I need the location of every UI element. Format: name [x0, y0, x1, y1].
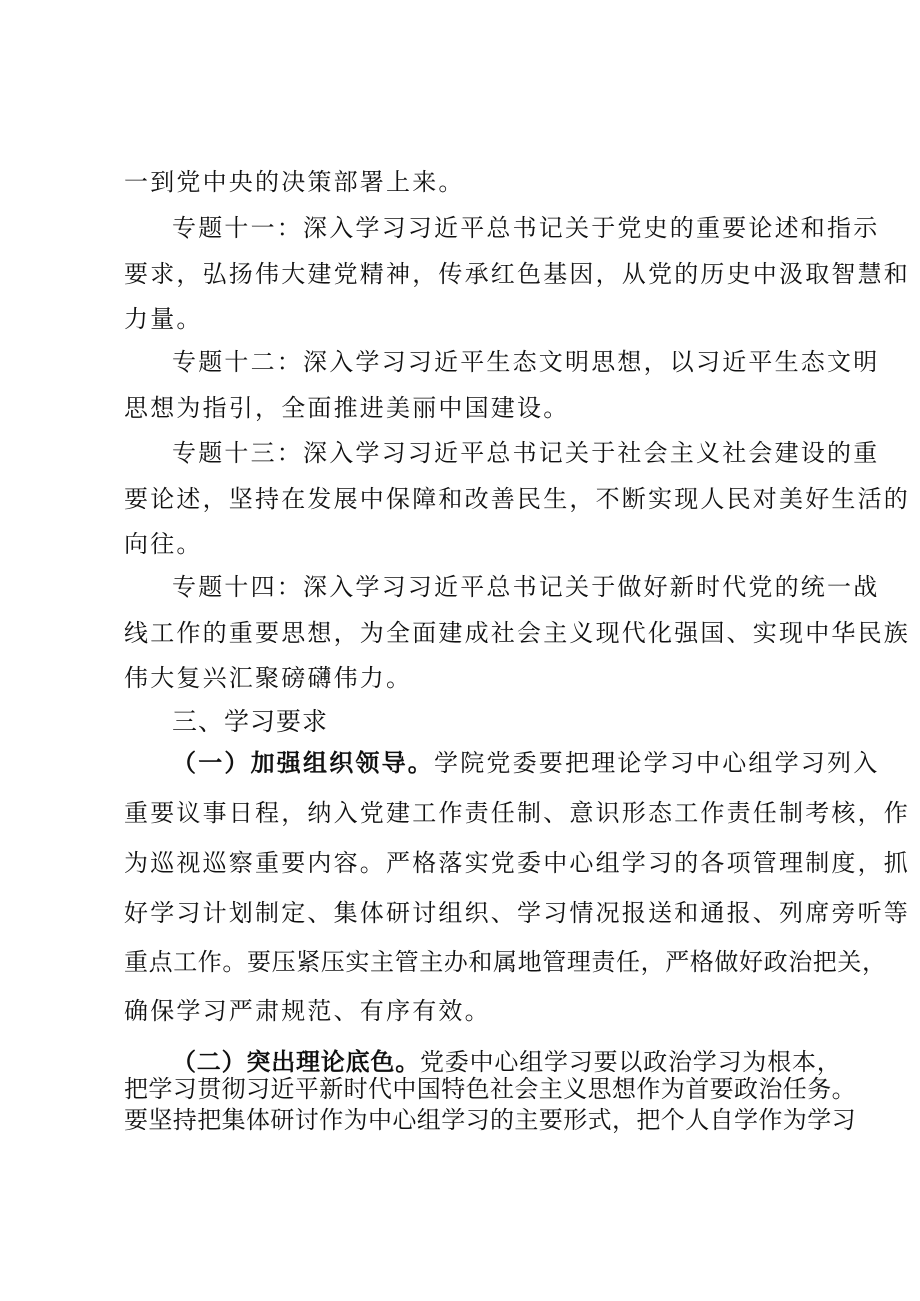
paragraph-line: 重点工作。要压紧压实主管主办和属地管理责任，严格做好政治把关，	[124, 948, 887, 976]
paragraph-line: 重要议事日程，纳入党建工作责任制、意识形态工作责任制考核，作	[124, 799, 910, 827]
paragraph-line: 思想为指引，全面推进美丽中国建设。	[124, 394, 570, 422]
paragraph-line: 为巡视巡察重要内容。严格落实党委中心组学习的各项管理制度，抓	[124, 849, 910, 877]
item-1-title: （一）加强组织领导。	[172, 748, 434, 777]
paragraph-line: 要求，弘扬伟大建党精神，传承红色基因，从党的历史中汲取智慧和	[124, 260, 910, 288]
item-1-first-line	[172, 746, 880, 780]
paragraph-line: 确保学习严肃规范、有序有效。	[124, 997, 491, 1025]
paragraph-line: 把学习贯彻习近平新时代中国特色社会主义思想作为首要政治任务。	[124, 1075, 856, 1103]
paragraph-line: 一到党中央的决策部署上来。	[124, 168, 465, 196]
section-heading: 三、学习要求	[172, 707, 329, 736]
item-2-title: （二）突出理论底色。	[172, 1047, 420, 1076]
paragraph-line: 伟大复兴汇聚磅礴伟力。	[124, 664, 413, 692]
paragraph-line: 向往。	[124, 530, 203, 558]
item-1-text: 学院党委要把理论学习中心组学习列入	[434, 749, 880, 777]
topic-11-line: 专题十一：深入学习习近平总书记关于党史的重要论述和指示	[172, 214, 880, 242]
topic-13-line: 专题十三：深入学习习近平总书记关于社会主义社会建设的重	[172, 439, 880, 467]
paragraph-line: 要坚持把集体研讨作为中心组学习的主要形式，把个人自学作为学习	[124, 1106, 856, 1134]
paragraph-line: 好学习计划制定、集体研讨组织、学习情况报送和通报、列席旁听等	[124, 899, 910, 927]
topic-12-line: 专题十二：深入学习习近平生态文明思想，以习近平生态文明	[172, 348, 880, 376]
paragraph-line: 力量。	[124, 305, 203, 333]
item-2-text: 党委中心组学习要以政治学习为根本，	[420, 1048, 842, 1076]
paragraph-line: 线工作的重要思想，为全面建成社会主义现代化强国、实现中华民族	[124, 619, 910, 647]
topic-14-line: 专题十四：深入学习习近平总书记关于做好新时代党的统一战	[172, 573, 880, 601]
paragraph-line: 要论述，坚持在发展中保障和改善民生，不断实现人民对美好生活的	[124, 485, 910, 513]
